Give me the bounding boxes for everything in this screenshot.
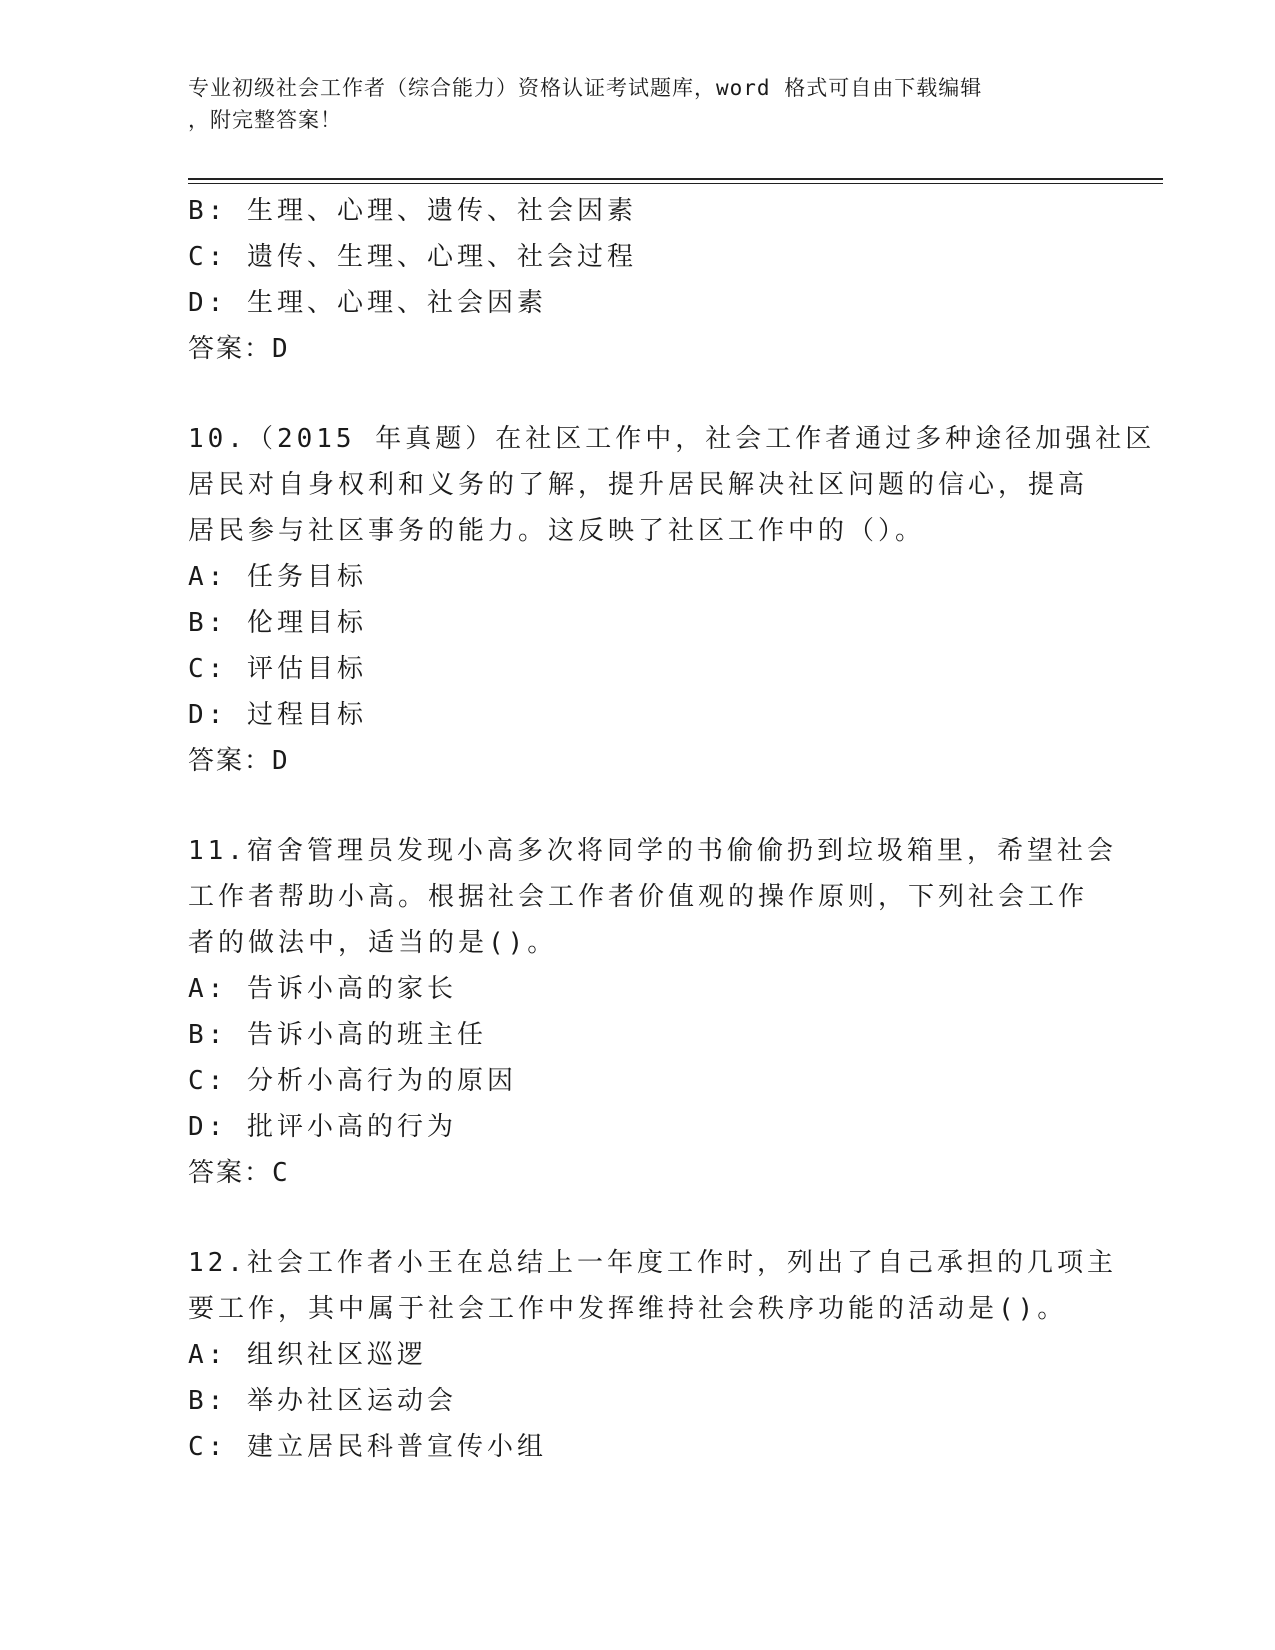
q11-stem-line-1: 11.宿舍管理员发现小高多次将同学的书偷偷扔到垃圾箱里，希望社会 — [188, 836, 1117, 866]
spacer — [188, 372, 1088, 416]
q10-option-a: A: 任务目标 — [188, 562, 367, 592]
header-title-line-1: 专业初级社会工作者（综合能力）资格认证考试题库，word 格式可自由下载编辑 — [188, 76, 983, 100]
q11-answer: 答案：C — [188, 1158, 290, 1188]
q9-option-b: B: 生理、心理、遗传、社会因素 — [188, 196, 637, 226]
question-11 — [188, 828, 1117, 1196]
header-divider-thin — [188, 183, 1163, 184]
q10-answer: 答案：D — [188, 746, 290, 776]
header-title-line-2: ，附完整答案！ — [188, 108, 342, 132]
q12-stem-line-2: 要工作，其中属于社会工作中发挥维持社会秩序功能的活动是()。 — [188, 1294, 1068, 1324]
question-12 — [188, 1240, 1117, 1470]
question-9 — [188, 188, 1088, 372]
q10-stem-line-2: 居民对自身权利和义务的了解，提升居民解决社区问题的信心，提高 — [188, 470, 1089, 500]
q12-option-c: C: 建立居民科普宣传小组 — [188, 1432, 547, 1462]
q12-option-b: B: 举办社区运动会 — [188, 1386, 457, 1416]
q11-option-d: D: 批评小高的行为 — [188, 1112, 457, 1142]
q10-option-b: B: 伦理目标 — [188, 608, 367, 638]
q9-option-d: D: 生理、心理、社会因素 — [188, 288, 547, 318]
question-10 — [188, 416, 1156, 784]
q11-option-b: B: 告诉小高的班主任 — [188, 1020, 487, 1050]
document-header — [188, 72, 1068, 136]
header-divider-thick — [188, 178, 1163, 180]
q11-option-c: C: 分析小高行为的原因 — [188, 1066, 517, 1096]
q10-option-c: C: 评估目标 — [188, 654, 367, 684]
spacer — [188, 1196, 1088, 1240]
q12-stem-line-1: 12.社会工作者小王在总结上一年度工作时，列出了自己承担的几项主 — [188, 1248, 1117, 1278]
q11-stem-line-2: 工作者帮助小高。根据社会工作者价值观的操作原则，下列社会工作 — [188, 882, 1089, 912]
q9-option-c: C: 遗传、生理、心理、社会过程 — [188, 242, 637, 272]
q12-option-a: A: 组织社区巡逻 — [188, 1340, 427, 1370]
q10-stem-line-1: 10.（2015 年真题）在社区工作中，社会工作者通过多种途径加强社区 — [188, 424, 1156, 454]
q9-answer: 答案：D — [188, 334, 290, 364]
q10-stem-line-3: 居民参与社区事务的能力。这反映了社区工作中的（）。 — [188, 516, 926, 546]
q11-stem-line-3: 者的做法中，适当的是()。 — [188, 928, 558, 958]
spacer — [188, 784, 1088, 828]
q11-option-a: A: 告诉小高的家长 — [188, 974, 457, 1004]
question-content — [188, 188, 1156, 1470]
q10-option-d: D: 过程目标 — [188, 700, 367, 730]
